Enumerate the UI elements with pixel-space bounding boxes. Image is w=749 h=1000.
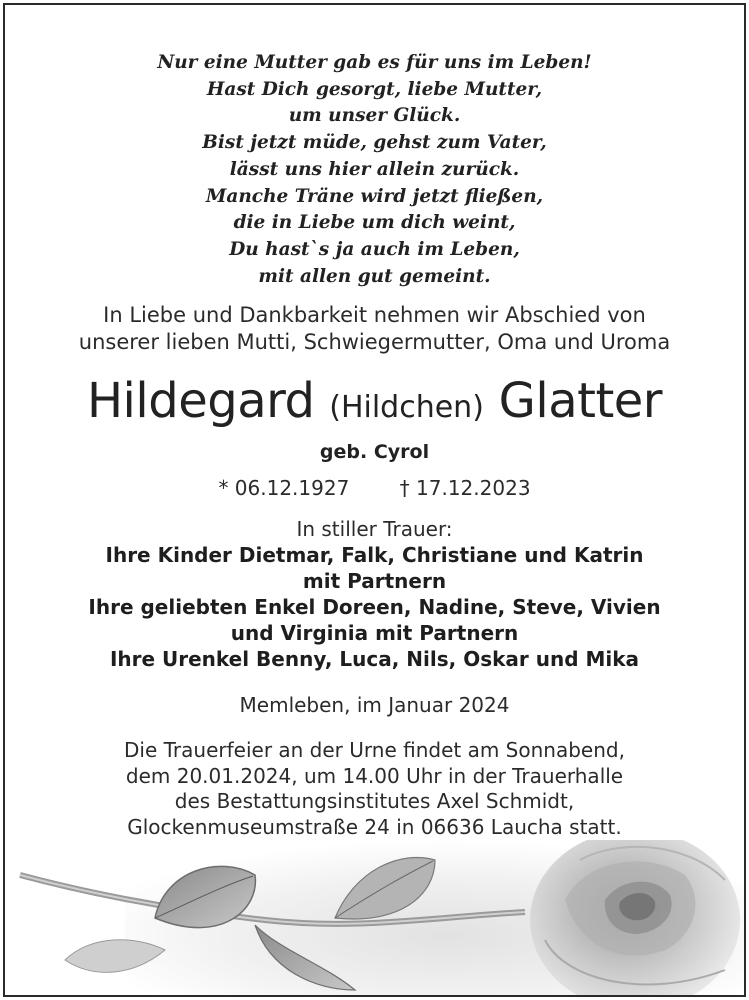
nickname: (Hildchen) xyxy=(329,390,484,425)
life-dates xyxy=(5,476,744,500)
mourner-line: mit Partnern xyxy=(302,569,447,593)
poem-line: mit allen gut gemeint. xyxy=(258,265,491,287)
service-info xyxy=(5,738,744,840)
service-line: des Bestattungsinstitutes Axel Schmidt, xyxy=(174,789,575,813)
poem-line: Manche Träne wird jetzt fließen, xyxy=(205,185,544,207)
poem-line: Hast Dich gesorgt, liebe Mutter, xyxy=(206,78,543,100)
first-name: Hildegard xyxy=(86,373,315,429)
service-line: Die Trauerfeier an der Urne findet am Sonnabend, xyxy=(124,738,625,762)
intro-line: unserer lieben Mutti, Schwiegermutter, Oma und Uroma xyxy=(78,330,671,354)
mourner-line: Ihre Urenkel Benny, Luca, Nils, Oskar und Mika xyxy=(109,647,640,671)
poem-line: Nur eine Mutter gab es für uns im Leben! xyxy=(157,52,592,73)
intro-text xyxy=(5,302,744,356)
last-name: Glatter xyxy=(498,373,663,429)
poem-line: Bist jetzt müde, gehst zum Vater, xyxy=(202,132,547,154)
mourners xyxy=(5,516,744,672)
mourners-label: In stiller Trauer: xyxy=(296,517,453,541)
service-line: dem 20.01.2024, um 14.00 Uhr in der Trauerhalle xyxy=(125,763,624,788)
poem-line: lässt uns hier allein zurück. xyxy=(229,158,520,180)
poem-line: Du hast`s ja auch im Leben, xyxy=(229,238,520,260)
birth-date: * 06.12.1927 xyxy=(218,476,350,500)
birth-name: geb. Cyrol xyxy=(319,441,430,463)
service-line: Glockenmuseumstraße 24 in 06636 Laucha statt. xyxy=(127,814,622,839)
mourner-line: und Virginia mit Partnern xyxy=(230,621,519,645)
obituary-frame xyxy=(3,3,746,997)
intro-line: In Liebe und Dankbarkeit nehmen wir Abschied von xyxy=(103,303,646,327)
rose-illustration xyxy=(5,840,744,997)
mourner-line: Ihre Kinder Dietmar, Falk, Christiane und Katrin xyxy=(105,543,644,567)
mourner-line: Ihre geliebten Enkel Doreen, Nadine, Steve, Vivien xyxy=(88,595,661,619)
poem xyxy=(5,50,744,290)
poem-line: die in Liebe um dich weint, xyxy=(233,212,516,234)
deceased-name xyxy=(5,371,744,438)
poem-line: um unser Glück. xyxy=(288,105,461,127)
death-date: † 17.12.2023 xyxy=(399,476,531,500)
place-date: Memleben, im Januar 2024 xyxy=(239,693,510,717)
